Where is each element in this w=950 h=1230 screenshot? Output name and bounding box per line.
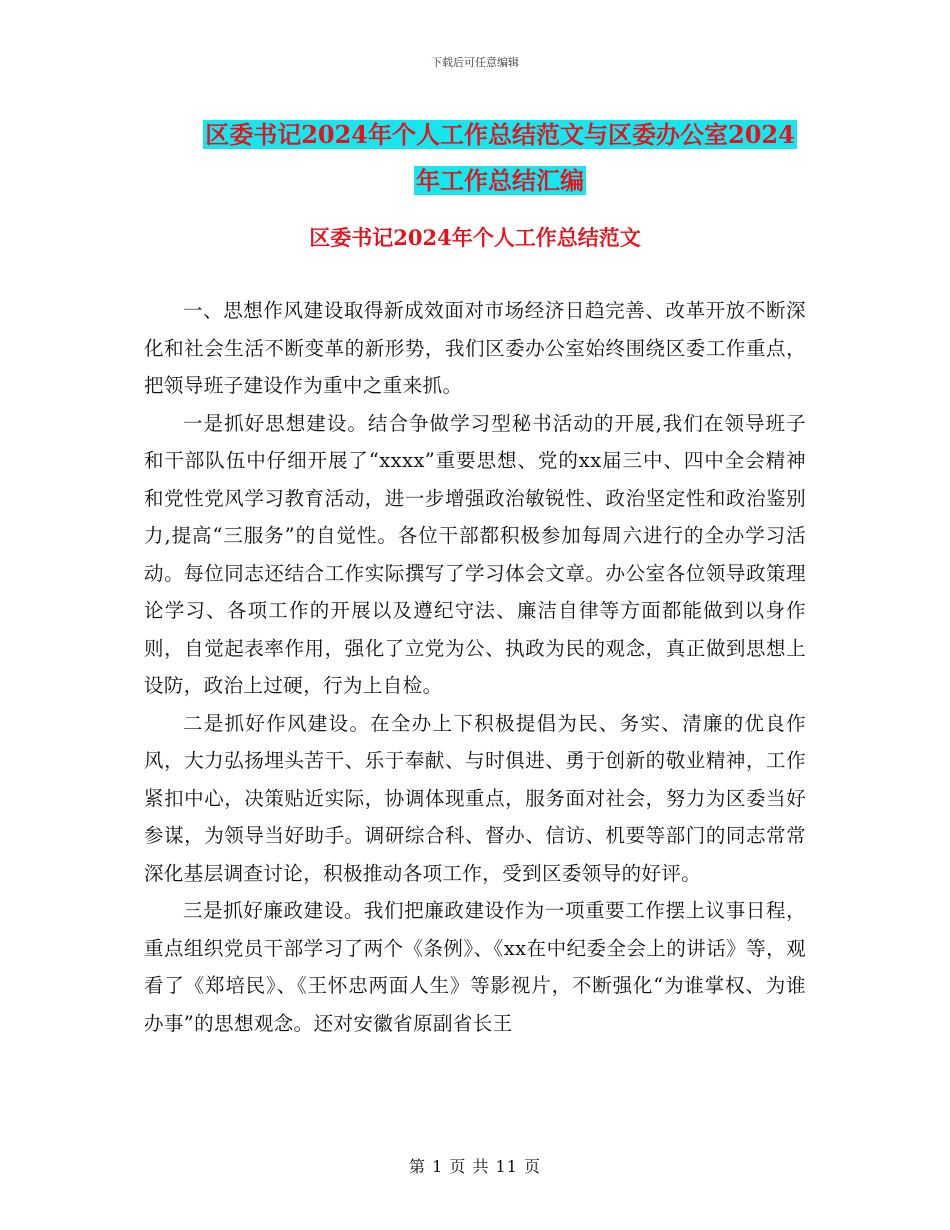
body-text bbox=[144, 292, 806, 1042]
document-title-line-1: 区委书记2024年个人工作总结范文与区委办公室2024 bbox=[205, 120, 795, 149]
header-note: 下载后可任意编辑 bbox=[431, 56, 519, 69]
paragraph: 一、思想作风建设取得新成效面对市场经济日趋完善、改革开放不断深化和社会生活不断变革的新形势，我们区委办公室始终围绕区委工作重点，把领导班子建设作为重中之重来抓。 bbox=[144, 299, 806, 397]
document-title-line-2: 年工作总结汇编 bbox=[416, 166, 584, 195]
paragraph: 三是抓好廉政建设。我们把廉政建设作为一项重要工作摆上议事日程，重点组织党员干部学习了两个《条例》、《xx在中纪委全会上的讲话》等，观看了《郑培民》、《王怀忠两面人生》等影视片，不断强化“为谁掌权、为谁办事”的思想观念。还对安徽省原副省长王 bbox=[144, 899, 806, 1035]
paragraph: 二是抓好作风建设。在全办上下积极提倡为民、务实、清廉的优良作风，大力弘扬埋头苦干、乐于奉献、与时俱进、勇于创新的敬业精神，工作紧扣中心，决策贴近实际，协调体现重点，服务面对社会，努力为区委当好参谋，为领导当好助手。调研综合科、督办、信访、机要等部门的同志常常深化基层调查讨论，积极推动各项工作，受到区委领导的好评。 bbox=[144, 711, 806, 885]
page-footer: 第 1 页 共 11 页 bbox=[409, 1157, 541, 1176]
document-title bbox=[140, 112, 860, 204]
paragraph: 一是抓好思想建设。结合争做学习型秘书活动的开展,我们在领导班子和干部队伍中仔细开展了“xxxx”重要思想、党的xx届三中、四中全会精神和党性党风学习教育活动，进一步增强政治敏锐性、政治坚定性和政治鉴别力,提高“三服务”的自觉性。各位干部都积极参加每周六进行的全办学习活动。每位同志还结合工作实际撰写了学习体会文章。办公室各位领导政策理论学习、各项工作的开展以及遵纪守法、廉洁自律等方面都能做到以身作则，自觉起表率作用，强化了立党为公、执政为民的观念，真正做到思想上设防，政治上过硬，行为上自检。 bbox=[144, 411, 806, 697]
section-title: 区委书记2024年个人工作总结范文 bbox=[309, 225, 641, 250]
